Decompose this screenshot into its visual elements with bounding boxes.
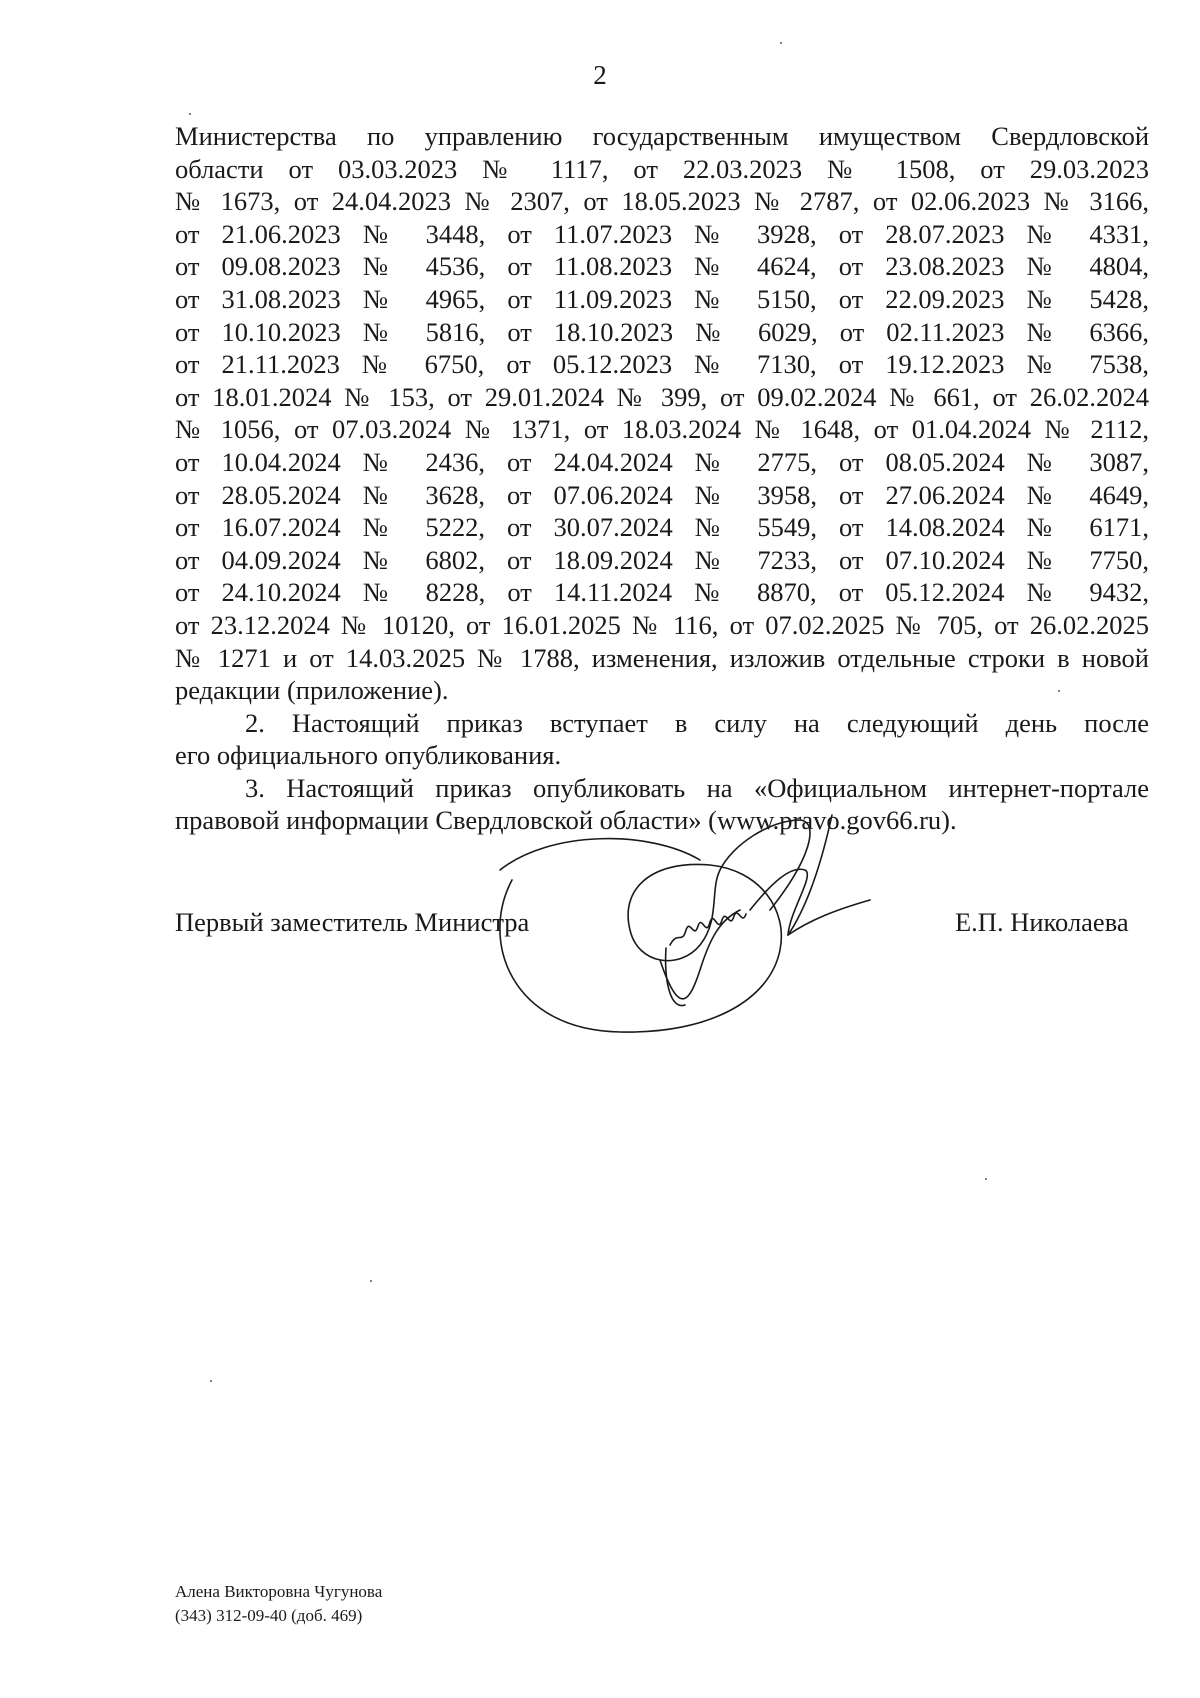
text-line: от 23.12.2024 № 10120, от 16.01.2025 № 116, от 07.02.2025 № 705, от 26.02.2025 — [175, 609, 1149, 640]
scan-speck — [210, 1380, 212, 1382]
scan-speck — [780, 42, 782, 44]
text-line: Министерства по управлению государственным имуществом Свердловской — [175, 121, 1149, 151]
text-line: от 04.09.2024 № 6802, от 18.09.2024 № 7233, от 07.10.2024 № 7750, — [175, 544, 1149, 575]
paragraph-2-line: 2. Настоящий приказ вступает в силу на следующий день после — [245, 707, 1149, 738]
main-paragraph — [175, 120, 1149, 837]
executor-contact — [175, 1580, 382, 1628]
text-line: от 28.05.2024 № 3628, от 07.06.2024 № 3958, от 27.06.2024 № 4649, — [175, 479, 1149, 510]
text-line: № 1271 и от 14.03.2025 № 1788, изменения, изложив отдельные строки в новой — [175, 642, 1149, 673]
page-number: 2 — [593, 60, 607, 90]
scan-speck — [189, 113, 191, 115]
signatory-name: Е.П. Николаева — [955, 907, 1129, 937]
text-line: области от 03.03.2023 № 1117, от 22.03.2023 № 1508, от 29.03.2023 — [175, 153, 1149, 184]
text-line: № 1056, от 07.03.2024 № 1371, от 18.03.2024 № 1648, от 01.04.2024 № 2112, — [175, 414, 1149, 445]
text-line: от 10.04.2024 № 2436, от 24.04.2024 № 2775, от 08.05.2024 № 3087, — [175, 446, 1149, 477]
text-line: от 16.07.2024 № 5222, от 30.07.2024 № 5549, от 14.08.2024 № 6171, — [175, 512, 1149, 543]
paragraph-2-line: его официального опубликования. — [175, 740, 562, 771]
contact-phone: (343) 312-09-40 (доб. 469) — [175, 1606, 363, 1625]
text-line: от 18.01.2024 № 153, от 29.01.2024 № 399, от 09.02.2024 № 661, от 26.02.2024 — [175, 381, 1149, 412]
text-line: от 21.11.2023 № 6750, от 05.12.2023 № 7130, от 19.12.2023 № 7538, — [175, 349, 1149, 380]
scan-speck — [985, 1178, 987, 1180]
signatory-title: Первый заместитель Министра — [175, 907, 530, 937]
scan-speck — [1058, 690, 1060, 692]
text-line: от 09.08.2023 № 4536, от 11.08.2023 № 4624, от 23.08.2023 № 4804, — [175, 251, 1149, 282]
text-line: от 21.06.2023 № 3448, от 11.07.2023 № 3928, от 28.07.2023 № 4331, — [175, 218, 1149, 249]
paragraph-3-line: правовой информации Свердловской области» (www.pravo.gov66.ru). — [175, 805, 957, 836]
text-line: от 24.10.2024 № 8228, от 14.11.2024 № 8870, от 05.12.2024 № 9432, — [175, 577, 1149, 608]
text-line: № 1673, от 24.04.2023 № 2307, от 18.05.2023 № 2787, от 02.06.2023 № 3166, — [175, 186, 1149, 217]
text-line: от 31.08.2023 № 4965, от 11.09.2023 № 5150, от 22.09.2023 № 5428, — [175, 283, 1149, 314]
text-line: редакции (приложение). — [175, 675, 449, 706]
paragraph-3-line: 3. Настоящий приказ опубликовать на «Официальном интернет-портале — [245, 772, 1149, 803]
contact-name: Алена Викторовна Чугунова — [175, 1582, 383, 1601]
text-line: от 10.10.2023 № 5816, от 18.10.2023 № 6029, от 02.11.2023 № 6366, — [175, 316, 1149, 347]
scan-speck — [370, 1280, 372, 1282]
handwritten-signature — [470, 770, 910, 1050]
